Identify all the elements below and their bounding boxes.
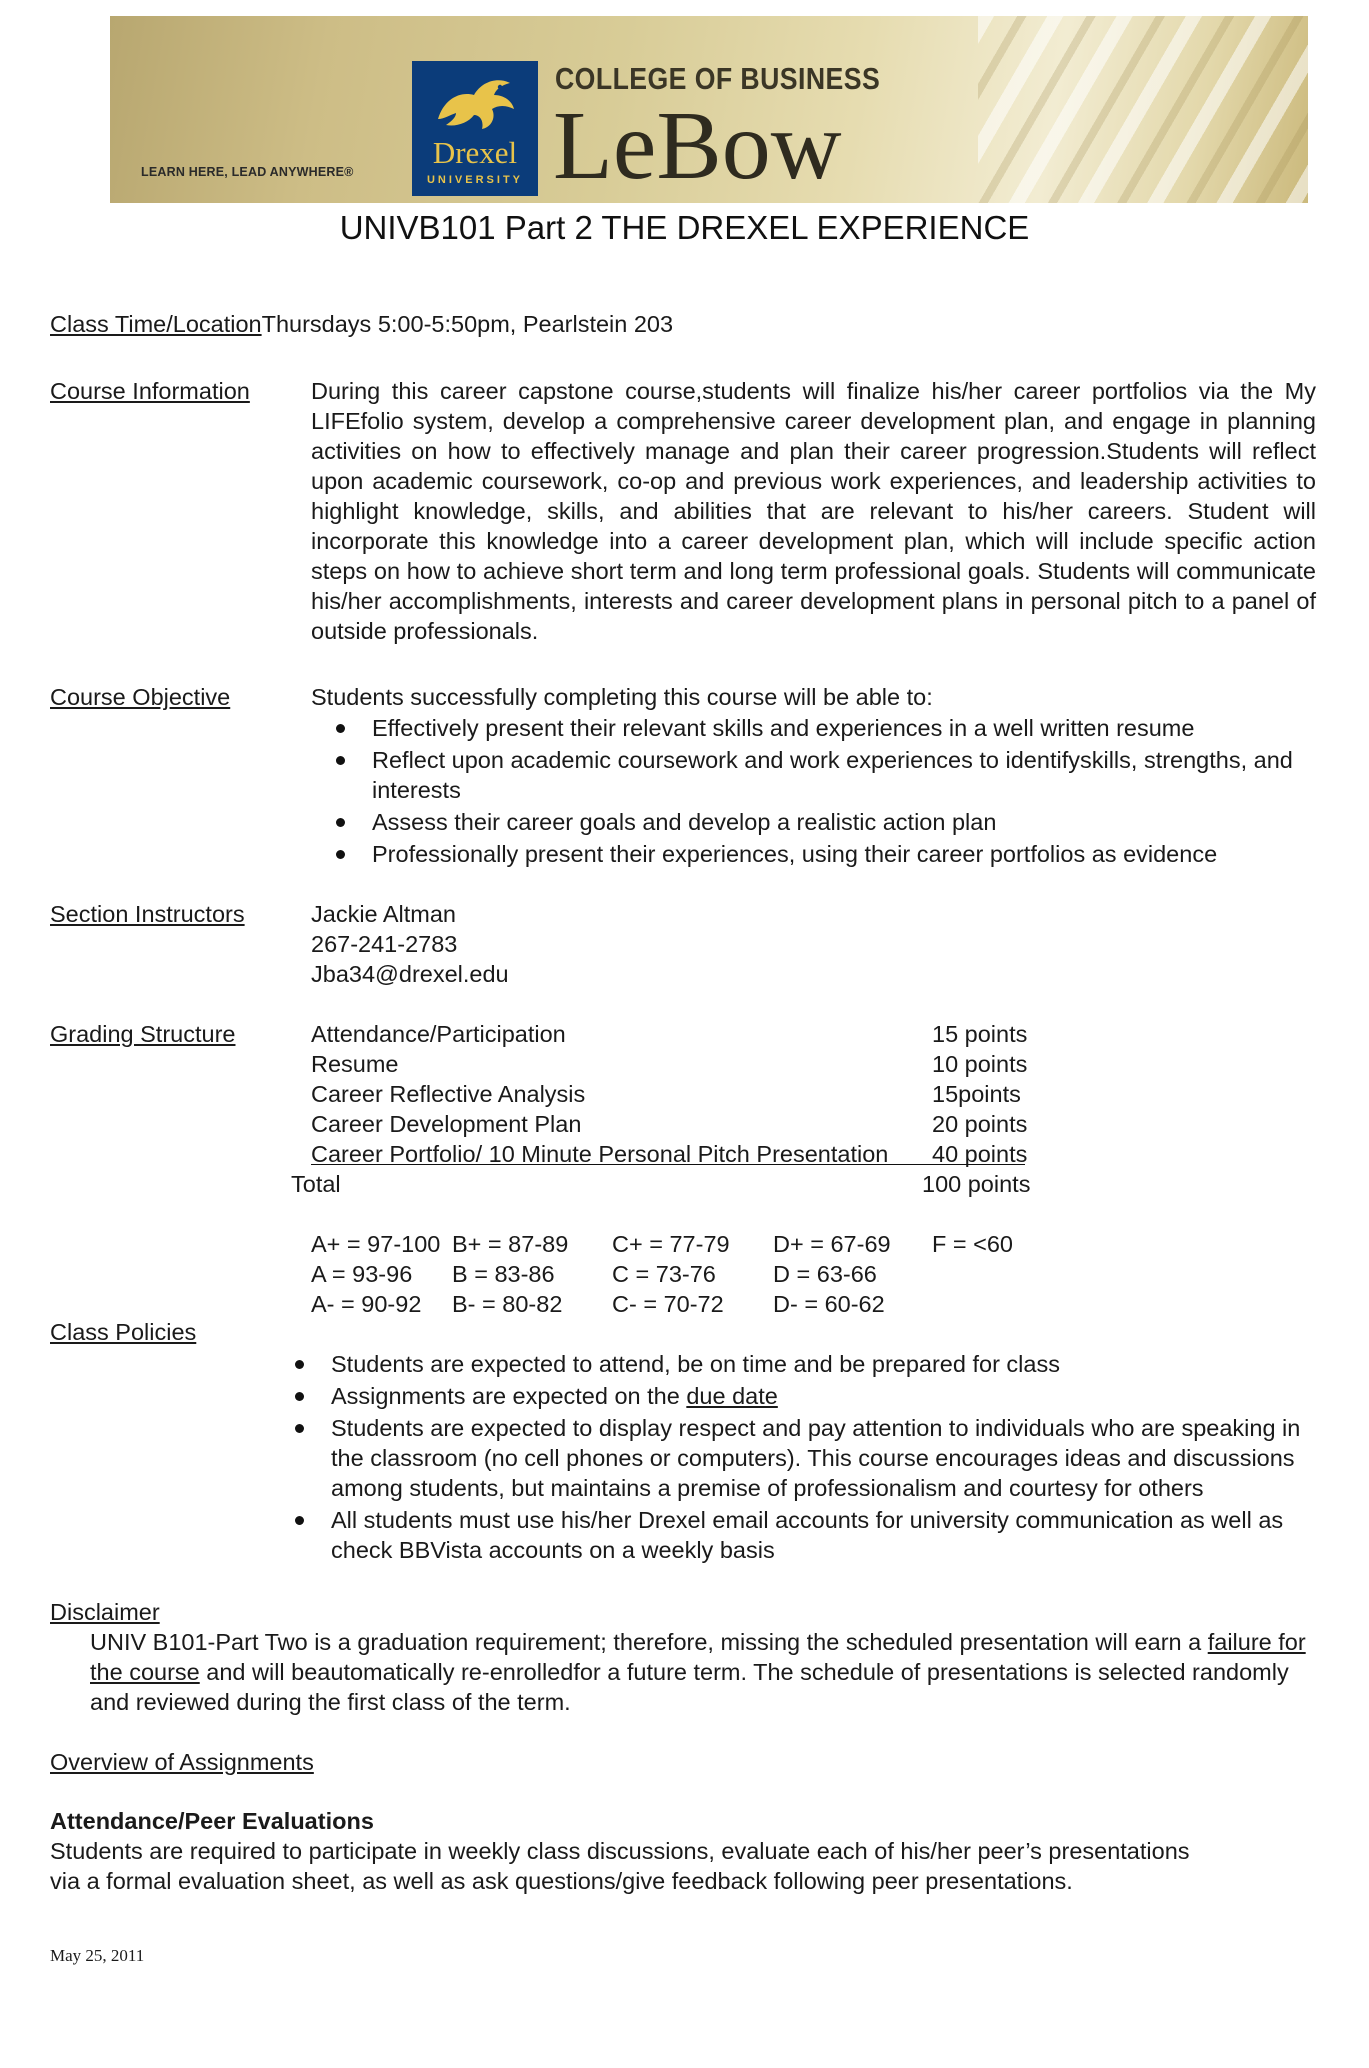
grade-scale-cell: F = <60 [932,1231,1013,1257]
overview-label: Overview of Assignments [50,1749,314,1775]
grade-item-points: 20 points [932,1111,1028,1137]
banner-tagline: LEARN HERE, LEAD ANYWHERE® [141,165,354,179]
header-banner [110,16,1308,203]
class-policies-label: Class Policies [50,1319,197,1345]
course-objective-intro: Students successfully completing this course will be able to: [311,684,933,710]
dragon-icon [430,69,520,135]
grade-scale-cell: C = 73-76 [612,1261,716,1287]
due-date-link[interactable]: due date [686,1383,778,1409]
list-item [331,1381,1321,1411]
list-item: Professionally present their experiences, using their career portfolios as evidence [372,839,1312,869]
grade-scale-cell: D = 63-66 [773,1261,877,1287]
grade-total-points: 100 points [922,1171,1031,1197]
attendance-text-line: via a formal evaluation sheet, as well as ask questions/give feedback following peer presentations. [50,1868,1073,1894]
grade-item-points: 15points [932,1081,1021,1107]
grade-scale-cell: B- = 80-82 [452,1291,563,1317]
section-instructors-label: Section Instructors [50,901,245,927]
policies-list [331,1349,1321,1565]
list-item: Reflect upon academic coursework and work experiences to identifyskills, strengths, and interests [372,745,1312,805]
drexel-wordmark: Drexel [432,135,518,170]
grade-item-name: Career Development Plan [311,1111,582,1137]
class-time-label: Class Time/Location [50,311,262,337]
banner-sheen [978,16,1308,203]
class-time-value: Thursdays 5:00-5:50pm, Pearlstein 203 [261,311,674,337]
list-item: Students are expected to attend, be on time and be prepared for class [331,1349,1321,1379]
grade-scale-cell: C- = 70-72 [612,1291,724,1317]
instructor-phone: 267-241-2783 [311,931,458,957]
disclaimer-text-pre: UNIV B101-Part Two is a graduation requirement; therefore, missing the scheduled presentation will earn a [90,1629,1208,1655]
footer-date: May 25, 2011 [50,1946,145,1965]
disclaimer-label: Disclaimer [50,1599,160,1625]
attendance-text-line: Students are required to participate in weekly class discussions, evaluate each of his/her peer’s presentations [50,1838,1190,1864]
grade-item-name: Career Portfolio/ 10 Minute Personal Pitch Presentation [311,1141,889,1167]
list-item: Effectively present their relevant skills and experiences in a well written resume [372,713,1312,743]
grade-scale-cell: D+ = 67-69 [773,1231,891,1257]
grade-item-points: 40 points [932,1141,1028,1167]
objective-list [372,713,1312,869]
university-wordmark: UNIVERSITY [426,174,523,186]
instructor-name: Jackie Altman [311,901,456,927]
grade-scale-cell: B+ = 87-89 [452,1231,569,1257]
grade-scale-cell: A = 93-96 [311,1261,413,1287]
course-objective-label: Course Objective [50,684,231,710]
attendance-subheading: Attendance/Peer Evaluations [50,1808,374,1834]
lebow-wordmark: LeBow [553,92,842,200]
grade-item-name: Resume [311,1051,399,1077]
grade-scale-cell: D- = 60-62 [773,1291,885,1317]
policy-text: Assignments are expected on the [331,1383,687,1409]
grade-scale-cell: A- = 90-92 [311,1291,422,1317]
grade-scale-cell: B = 83-86 [452,1261,555,1287]
disclaimer-text-post: and will beautomatically re-enrolledfor a future term. The schedule of presentations is selected randomly and reviewed during the first class of the term. [90,1659,1289,1715]
course-information-label: Course Information [50,378,250,404]
disclaimer-text [90,1627,1315,1717]
grade-item-points: 15 points [932,1021,1028,1047]
list-item: Students are expected to display respect and pay attention to individuals who are speaking in the classroom (no cell phones or computers). This course encourages ideas and discussions among students, but maintains a premise of professionalism and courtesy for others [331,1413,1321,1503]
list-item: Assess their career goals and develop a realistic action plan [372,807,1312,837]
class-time-row [50,309,673,339]
page-title: UNIVB101 Part 2 THE DREXEL EXPERIENCE [339,209,1030,246]
grade-scale-cell: A+ = 97-100 [311,1231,441,1257]
grade-item-name: Attendance/Participation [311,1021,566,1047]
list-item: All students must use his/her Drexel email accounts for university communication as well as check BBVista accounts on a weekly basis [331,1505,1321,1565]
grading-structure-label: Grading Structure [50,1021,236,1047]
grade-total-rule [311,1164,1025,1165]
college-of-business-heading: COLLEGE OF BUSINESS [555,61,881,96]
grade-item-name: Career Reflective Analysis [311,1081,586,1107]
instructor-email[interactable]: Jba34@drexel.edu [311,961,509,987]
drexel-logo [412,61,538,196]
disclaimer-emphasis: failure for the course [90,1629,1306,1685]
grade-scale-cell: C+ = 77-79 [612,1231,730,1257]
grade-total-label: Total [291,1171,341,1197]
grade-item-points: 10 points [932,1051,1028,1077]
course-information-text: During this career capstone course,students will finalize his/her career portfolios via the My LIFEfolio system, develop a comprehensive career development plan, and engage in planning activities on how to effectively manage and plan their career progression.Students will reflect upon academic coursework, co-op and previous work experiences, and leadership activities to highlight knowledge, skills, and abilities that are relevant to his/her careers. Student will incorporate this knowledge into a career development plan, which will include specific action steps on how to achieve short term and long term professional goals. Students will communicate his/her accomplishments, interests and career development plans in personal pitch to a panel of outside professionals. [311,378,1316,644]
